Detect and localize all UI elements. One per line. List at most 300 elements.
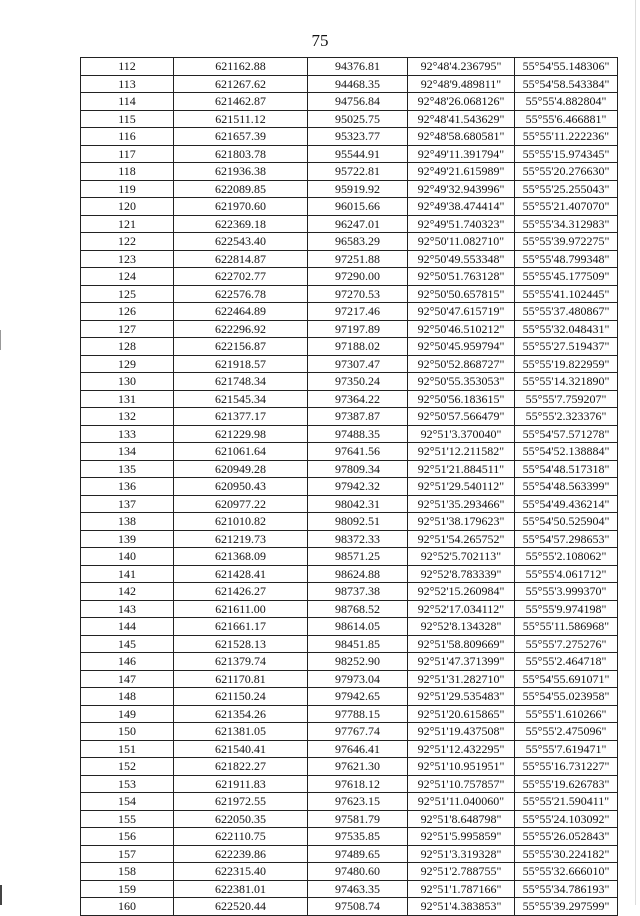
x-coordinate-cell: 620949.28 <box>174 460 308 478</box>
y-coordinate-cell: 96583.29 <box>308 233 408 251</box>
x-coordinate-cell: 622156.87 <box>174 338 308 356</box>
longitude-cell: 92°48'4.236795" <box>408 58 515 76</box>
y-coordinate-cell: 97387.87 <box>308 408 408 426</box>
table-row <box>81 548 618 566</box>
latitude-cell: 55°55'25.255043" <box>515 180 618 198</box>
page-number: 75 <box>311 31 329 50</box>
longitude-cell: 92°48'26.068126" <box>408 93 515 111</box>
table-row <box>81 845 618 863</box>
x-coordinate-cell: 622050.35 <box>174 810 308 828</box>
longitude-cell: 92°51'12.211582" <box>408 443 515 461</box>
y-coordinate-cell: 97641.56 <box>308 443 408 461</box>
latitude-cell: 55°55'39.972275" <box>515 233 618 251</box>
latitude-cell: 55°55'26.052843" <box>515 828 618 846</box>
y-coordinate-cell: 98042.31 <box>308 495 408 513</box>
table-row <box>81 600 618 618</box>
x-coordinate-cell: 621911.83 <box>174 775 308 793</box>
y-coordinate-cell: 97307.47 <box>308 355 408 373</box>
point-number-cell: 117 <box>81 145 174 163</box>
longitude-cell: 92°52'15.260984" <box>408 583 515 601</box>
table-row <box>81 688 618 706</box>
y-coordinate-cell: 97508.74 <box>308 898 408 916</box>
table-row <box>81 775 618 793</box>
y-coordinate-cell: 97290.00 <box>308 268 408 286</box>
table-body <box>81 58 618 916</box>
latitude-cell: 55°54'57.298653" <box>515 530 618 548</box>
longitude-cell: 92°51'5.995859" <box>408 828 515 846</box>
latitude-cell: 55°55'39.297599" <box>515 898 618 916</box>
y-coordinate-cell: 95544.91 <box>308 145 408 163</box>
point-number-cell: 130 <box>81 373 174 391</box>
latitude-cell: 55°55'15.974345" <box>515 145 618 163</box>
longitude-cell: 92°51'29.540112" <box>408 478 515 496</box>
x-coordinate-cell: 621267.62 <box>174 75 308 93</box>
point-number-cell: 124 <box>81 268 174 286</box>
table-row <box>81 58 618 76</box>
point-number-cell: 142 <box>81 583 174 601</box>
x-coordinate-cell: 620977.22 <box>174 495 308 513</box>
x-coordinate-cell: 621936.38 <box>174 163 308 181</box>
latitude-cell: 55°55'3.999370" <box>515 583 618 601</box>
x-coordinate-cell: 621381.05 <box>174 723 308 741</box>
point-number-cell: 131 <box>81 390 174 408</box>
x-coordinate-cell: 621511.12 <box>174 110 308 128</box>
margin-mark <box>0 885 2 905</box>
latitude-cell: 55°55'16.731227" <box>515 758 618 776</box>
y-coordinate-cell: 96015.66 <box>308 198 408 216</box>
table-row <box>81 128 618 146</box>
latitude-cell: 55°55'20.276630" <box>515 163 618 181</box>
point-number-cell: 114 <box>81 93 174 111</box>
longitude-cell: 92°51'2.788755" <box>408 863 515 881</box>
longitude-cell: 92°51'38.179623" <box>408 513 515 531</box>
x-coordinate-cell: 622814.87 <box>174 250 308 268</box>
x-coordinate-cell: 622369.18 <box>174 215 308 233</box>
latitude-cell: 55°54'55.023958" <box>515 688 618 706</box>
x-coordinate-cell: 621377.17 <box>174 408 308 426</box>
table-row <box>81 478 618 496</box>
x-coordinate-cell: 622239.86 <box>174 845 308 863</box>
x-coordinate-cell: 621528.13 <box>174 635 308 653</box>
y-coordinate-cell: 97463.35 <box>308 880 408 898</box>
y-coordinate-cell: 97535.85 <box>308 828 408 846</box>
longitude-cell: 92°52'5.702113" <box>408 548 515 566</box>
x-coordinate-cell: 621803.78 <box>174 145 308 163</box>
latitude-cell: 55°54'52.138884" <box>515 443 618 461</box>
y-coordinate-cell: 97621.30 <box>308 758 408 776</box>
y-coordinate-cell: 94376.81 <box>308 58 408 76</box>
table-row <box>81 338 618 356</box>
x-coordinate-cell: 621428.41 <box>174 565 308 583</box>
y-coordinate-cell: 97350.24 <box>308 373 408 391</box>
table-row <box>81 670 618 688</box>
point-number-cell: 147 <box>81 670 174 688</box>
longitude-cell: 92°51'58.809669" <box>408 635 515 653</box>
table-row <box>81 618 618 636</box>
point-number-cell: 143 <box>81 600 174 618</box>
latitude-cell: 55°54'49.436214" <box>515 495 618 513</box>
point-number-cell: 157 <box>81 845 174 863</box>
point-number-cell: 122 <box>81 233 174 251</box>
table-row <box>81 408 618 426</box>
longitude-cell: 92°49'51.740323" <box>408 215 515 233</box>
point-number-cell: 125 <box>81 285 174 303</box>
latitude-cell: 55°54'57.571278" <box>515 425 618 443</box>
table-row <box>81 758 618 776</box>
latitude-cell: 55°55'19.626783" <box>515 775 618 793</box>
longitude-cell: 92°50'50.657815" <box>408 285 515 303</box>
longitude-cell: 92°51'21.884511" <box>408 460 515 478</box>
table-row <box>81 565 618 583</box>
point-number-cell: 138 <box>81 513 174 531</box>
x-coordinate-cell: 621822.27 <box>174 758 308 776</box>
table-row <box>81 320 618 338</box>
x-coordinate-cell: 622381.01 <box>174 880 308 898</box>
x-coordinate-cell: 621972.55 <box>174 793 308 811</box>
point-number-cell: 158 <box>81 863 174 881</box>
point-number-cell: 135 <box>81 460 174 478</box>
point-number-cell: 132 <box>81 408 174 426</box>
point-number-cell: 153 <box>81 775 174 793</box>
latitude-cell: 55°55'45.177509" <box>515 268 618 286</box>
y-coordinate-cell: 97767.74 <box>308 723 408 741</box>
longitude-cell: 92°52'17.034112" <box>408 600 515 618</box>
table-row <box>81 723 618 741</box>
y-coordinate-cell: 98624.88 <box>308 565 408 583</box>
table-row <box>81 198 618 216</box>
latitude-cell: 55°55'11.586968" <box>515 618 618 636</box>
longitude-cell: 92°51'20.615865" <box>408 705 515 723</box>
point-number-cell: 121 <box>81 215 174 233</box>
point-number-cell: 145 <box>81 635 174 653</box>
longitude-cell: 92°50'51.763128" <box>408 268 515 286</box>
latitude-cell: 55°55'11.222236" <box>515 128 618 146</box>
latitude-cell: 55°55'27.519437" <box>515 338 618 356</box>
point-number-cell: 140 <box>81 548 174 566</box>
table-row <box>81 880 618 898</box>
latitude-cell: 55°55'34.786193" <box>515 880 618 898</box>
latitude-cell: 55°55'1.610266" <box>515 705 618 723</box>
longitude-cell: 92°51'1.787166" <box>408 880 515 898</box>
table-row <box>81 373 618 391</box>
longitude-cell: 92°51'4.383853" <box>408 898 515 916</box>
longitude-cell: 92°51'3.370040" <box>408 425 515 443</box>
table-row <box>81 285 618 303</box>
y-coordinate-cell: 97270.53 <box>308 285 408 303</box>
x-coordinate-cell: 621611.00 <box>174 600 308 618</box>
longitude-cell: 92°50'57.566479" <box>408 408 515 426</box>
point-number-cell: 139 <box>81 530 174 548</box>
y-coordinate-cell: 97217.46 <box>308 303 408 321</box>
latitude-cell: 55°55'41.102445" <box>515 285 618 303</box>
y-coordinate-cell: 97480.60 <box>308 863 408 881</box>
coordinates-table <box>80 57 618 916</box>
x-coordinate-cell: 621354.26 <box>174 705 308 723</box>
y-coordinate-cell: 98092.51 <box>308 513 408 531</box>
latitude-cell: 55°54'58.543384" <box>515 75 618 93</box>
latitude-cell: 55°54'48.517318" <box>515 460 618 478</box>
longitude-cell: 92°50'45.959794" <box>408 338 515 356</box>
y-coordinate-cell: 97188.02 <box>308 338 408 356</box>
latitude-cell: 55°55'21.407070" <box>515 198 618 216</box>
x-coordinate-cell: 622576.78 <box>174 285 308 303</box>
y-coordinate-cell: 97364.22 <box>308 390 408 408</box>
point-number-cell: 119 <box>81 180 174 198</box>
x-coordinate-cell: 621661.17 <box>174 618 308 636</box>
latitude-cell: 55°55'30.224182" <box>515 845 618 863</box>
point-number-cell: 116 <box>81 128 174 146</box>
y-coordinate-cell: 97942.65 <box>308 688 408 706</box>
table-row <box>81 740 618 758</box>
latitude-cell: 55°55'7.619471" <box>515 740 618 758</box>
y-coordinate-cell: 98451.85 <box>308 635 408 653</box>
y-coordinate-cell: 97809.34 <box>308 460 408 478</box>
point-number-cell: 128 <box>81 338 174 356</box>
x-coordinate-cell: 622543.40 <box>174 233 308 251</box>
point-number-cell: 115 <box>81 110 174 128</box>
latitude-cell: 55°55'7.275276" <box>515 635 618 653</box>
y-coordinate-cell: 95919.92 <box>308 180 408 198</box>
latitude-cell: 55°55'7.759207" <box>515 390 618 408</box>
point-number-cell: 148 <box>81 688 174 706</box>
x-coordinate-cell: 621426.27 <box>174 583 308 601</box>
longitude-cell: 92°49'21.615989" <box>408 163 515 181</box>
latitude-cell: 55°55'48.799348" <box>515 250 618 268</box>
table-row <box>81 863 618 881</box>
x-coordinate-cell: 620950.43 <box>174 478 308 496</box>
longitude-cell: 92°51'12.432295" <box>408 740 515 758</box>
x-coordinate-cell: 622315.40 <box>174 863 308 881</box>
latitude-cell: 55°55'32.666010" <box>515 863 618 881</box>
x-coordinate-cell: 621545.34 <box>174 390 308 408</box>
point-number-cell: 136 <box>81 478 174 496</box>
point-number-cell: 160 <box>81 898 174 916</box>
table-row <box>81 215 618 233</box>
table-row <box>81 583 618 601</box>
point-number-cell: 112 <box>81 58 174 76</box>
latitude-cell: 55°55'2.464718" <box>515 653 618 671</box>
y-coordinate-cell: 97788.15 <box>308 705 408 723</box>
point-number-cell: 126 <box>81 303 174 321</box>
table-row <box>81 705 618 723</box>
latitude-cell: 55°55'21.590411" <box>515 793 618 811</box>
longitude-cell: 92°50'11.082710" <box>408 233 515 251</box>
point-number-cell: 150 <box>81 723 174 741</box>
table-row <box>81 180 618 198</box>
y-coordinate-cell: 97197.89 <box>308 320 408 338</box>
longitude-cell: 92°51'35.293466" <box>408 495 515 513</box>
table-row <box>81 268 618 286</box>
x-coordinate-cell: 621748.34 <box>174 373 308 391</box>
longitude-cell: 92°51'10.951951" <box>408 758 515 776</box>
y-coordinate-cell: 97646.41 <box>308 740 408 758</box>
table-row <box>81 355 618 373</box>
latitude-cell: 55°54'50.525904" <box>515 513 618 531</box>
longitude-cell: 92°50'49.553348" <box>408 250 515 268</box>
latitude-cell: 55°54'55.148306" <box>515 58 618 76</box>
point-number-cell: 151 <box>81 740 174 758</box>
x-coordinate-cell: 622464.89 <box>174 303 308 321</box>
point-number-cell: 159 <box>81 880 174 898</box>
y-coordinate-cell: 98372.33 <box>308 530 408 548</box>
longitude-cell: 92°51'29.535483" <box>408 688 515 706</box>
x-coordinate-cell: 622110.75 <box>174 828 308 846</box>
y-coordinate-cell: 98737.38 <box>308 583 408 601</box>
point-number-cell: 118 <box>81 163 174 181</box>
table-row <box>81 390 618 408</box>
x-coordinate-cell: 621162.88 <box>174 58 308 76</box>
margin-mark <box>0 330 1 350</box>
point-number-cell: 141 <box>81 565 174 583</box>
x-coordinate-cell: 622520.44 <box>174 898 308 916</box>
table-row <box>81 898 618 916</box>
y-coordinate-cell: 98768.52 <box>308 600 408 618</box>
point-number-cell: 113 <box>81 75 174 93</box>
y-coordinate-cell: 97489.65 <box>308 845 408 863</box>
table-row <box>81 250 618 268</box>
longitude-cell: 92°49'11.391794" <box>408 145 515 163</box>
x-coordinate-cell: 621462.87 <box>174 93 308 111</box>
y-coordinate-cell: 97623.15 <box>308 793 408 811</box>
table-row <box>81 530 618 548</box>
longitude-cell: 92°52'8.134328" <box>408 618 515 636</box>
longitude-cell: 92°51'10.757857" <box>408 775 515 793</box>
x-coordinate-cell: 621540.41 <box>174 740 308 758</box>
table-row <box>81 635 618 653</box>
table-row <box>81 93 618 111</box>
longitude-cell: 92°48'41.543629" <box>408 110 515 128</box>
point-number-cell: 156 <box>81 828 174 846</box>
latitude-cell: 55°55'2.323376" <box>515 408 618 426</box>
table-row <box>81 443 618 461</box>
point-number-cell: 133 <box>81 425 174 443</box>
longitude-cell: 92°50'55.353053" <box>408 373 515 391</box>
x-coordinate-cell: 621657.39 <box>174 128 308 146</box>
y-coordinate-cell: 95722.81 <box>308 163 408 181</box>
y-coordinate-cell: 98614.05 <box>308 618 408 636</box>
latitude-cell: 55°55'2.475096" <box>515 723 618 741</box>
latitude-cell: 55°55'24.103092" <box>515 810 618 828</box>
point-number-cell: 149 <box>81 705 174 723</box>
point-number-cell: 123 <box>81 250 174 268</box>
table-row <box>81 425 618 443</box>
table-row <box>81 303 618 321</box>
x-coordinate-cell: 621219.73 <box>174 530 308 548</box>
table-row <box>81 145 618 163</box>
x-coordinate-cell: 622089.85 <box>174 180 308 198</box>
latitude-cell: 55°54'55.691071" <box>515 670 618 688</box>
y-coordinate-cell: 97618.12 <box>308 775 408 793</box>
point-number-cell: 154 <box>81 793 174 811</box>
latitude-cell: 55°55'6.466881" <box>515 110 618 128</box>
y-coordinate-cell: 97251.88 <box>308 250 408 268</box>
longitude-cell: 92°51'11.040060" <box>408 793 515 811</box>
longitude-cell: 92°48'9.489811" <box>408 75 515 93</box>
longitude-cell: 92°50'46.510212" <box>408 320 515 338</box>
y-coordinate-cell: 95323.77 <box>308 128 408 146</box>
y-coordinate-cell: 96247.01 <box>308 215 408 233</box>
point-number-cell: 127 <box>81 320 174 338</box>
latitude-cell: 55°55'2.108062" <box>515 548 618 566</box>
x-coordinate-cell: 621379.74 <box>174 653 308 671</box>
y-coordinate-cell: 97488.35 <box>308 425 408 443</box>
x-coordinate-cell: 621229.98 <box>174 425 308 443</box>
longitude-cell: 92°51'8.648798" <box>408 810 515 828</box>
longitude-cell: 92°49'32.943996" <box>408 180 515 198</box>
point-number-cell: 129 <box>81 355 174 373</box>
x-coordinate-cell: 621170.81 <box>174 670 308 688</box>
x-coordinate-cell: 621061.64 <box>174 443 308 461</box>
longitude-cell: 92°50'56.183615" <box>408 390 515 408</box>
x-coordinate-cell: 621918.57 <box>174 355 308 373</box>
latitude-cell: 55°55'4.882804" <box>515 93 618 111</box>
longitude-cell: 92°51'31.282710" <box>408 670 515 688</box>
point-number-cell: 137 <box>81 495 174 513</box>
longitude-cell: 92°51'3.319328" <box>408 845 515 863</box>
table-row <box>81 495 618 513</box>
longitude-cell: 92°48'58.680581" <box>408 128 515 146</box>
point-number-cell: 155 <box>81 810 174 828</box>
longitude-cell: 92°50'47.615719" <box>408 303 515 321</box>
point-number-cell: 134 <box>81 443 174 461</box>
y-coordinate-cell: 97973.04 <box>308 670 408 688</box>
x-coordinate-cell: 621368.09 <box>174 548 308 566</box>
y-coordinate-cell: 97942.32 <box>308 478 408 496</box>
y-coordinate-cell: 98571.25 <box>308 548 408 566</box>
point-number-cell: 144 <box>81 618 174 636</box>
latitude-cell: 55°55'19.822959" <box>515 355 618 373</box>
table-row <box>81 163 618 181</box>
point-number-cell: 146 <box>81 653 174 671</box>
y-coordinate-cell: 94468.35 <box>308 75 408 93</box>
table-row <box>81 810 618 828</box>
latitude-cell: 55°55'14.321890" <box>515 373 618 391</box>
latitude-cell: 55°55'4.061712" <box>515 565 618 583</box>
table-row <box>81 513 618 531</box>
longitude-cell: 92°51'47.371399" <box>408 653 515 671</box>
x-coordinate-cell: 622702.77 <box>174 268 308 286</box>
point-number-cell: 120 <box>81 198 174 216</box>
y-coordinate-cell: 98252.90 <box>308 653 408 671</box>
latitude-cell: 55°54'48.563399" <box>515 478 618 496</box>
point-number-cell: 152 <box>81 758 174 776</box>
table-row <box>81 460 618 478</box>
table-row <box>81 653 618 671</box>
latitude-cell: 55°55'32.048431" <box>515 320 618 338</box>
longitude-cell: 92°50'52.868727" <box>408 355 515 373</box>
x-coordinate-cell: 621150.24 <box>174 688 308 706</box>
table-row <box>81 828 618 846</box>
x-coordinate-cell: 621010.82 <box>174 513 308 531</box>
latitude-cell: 55°55'37.480867" <box>515 303 618 321</box>
latitude-cell: 55°55'34.312983" <box>515 215 618 233</box>
table-row <box>81 793 618 811</box>
x-coordinate-cell: 621970.60 <box>174 198 308 216</box>
margin-mark <box>635 0 636 905</box>
latitude-cell: 55°55'9.974198" <box>515 600 618 618</box>
y-coordinate-cell: 97581.79 <box>308 810 408 828</box>
x-coordinate-cell: 622296.92 <box>174 320 308 338</box>
table-row <box>81 75 618 93</box>
longitude-cell: 92°49'38.474414" <box>408 198 515 216</box>
longitude-cell: 92°51'19.437508" <box>408 723 515 741</box>
y-coordinate-cell: 94756.84 <box>308 93 408 111</box>
table-row <box>81 110 618 128</box>
table-row <box>81 233 618 251</box>
y-coordinate-cell: 95025.75 <box>308 110 408 128</box>
longitude-cell: 92°52'8.783339" <box>408 565 515 583</box>
longitude-cell: 92°51'54.265752" <box>408 530 515 548</box>
